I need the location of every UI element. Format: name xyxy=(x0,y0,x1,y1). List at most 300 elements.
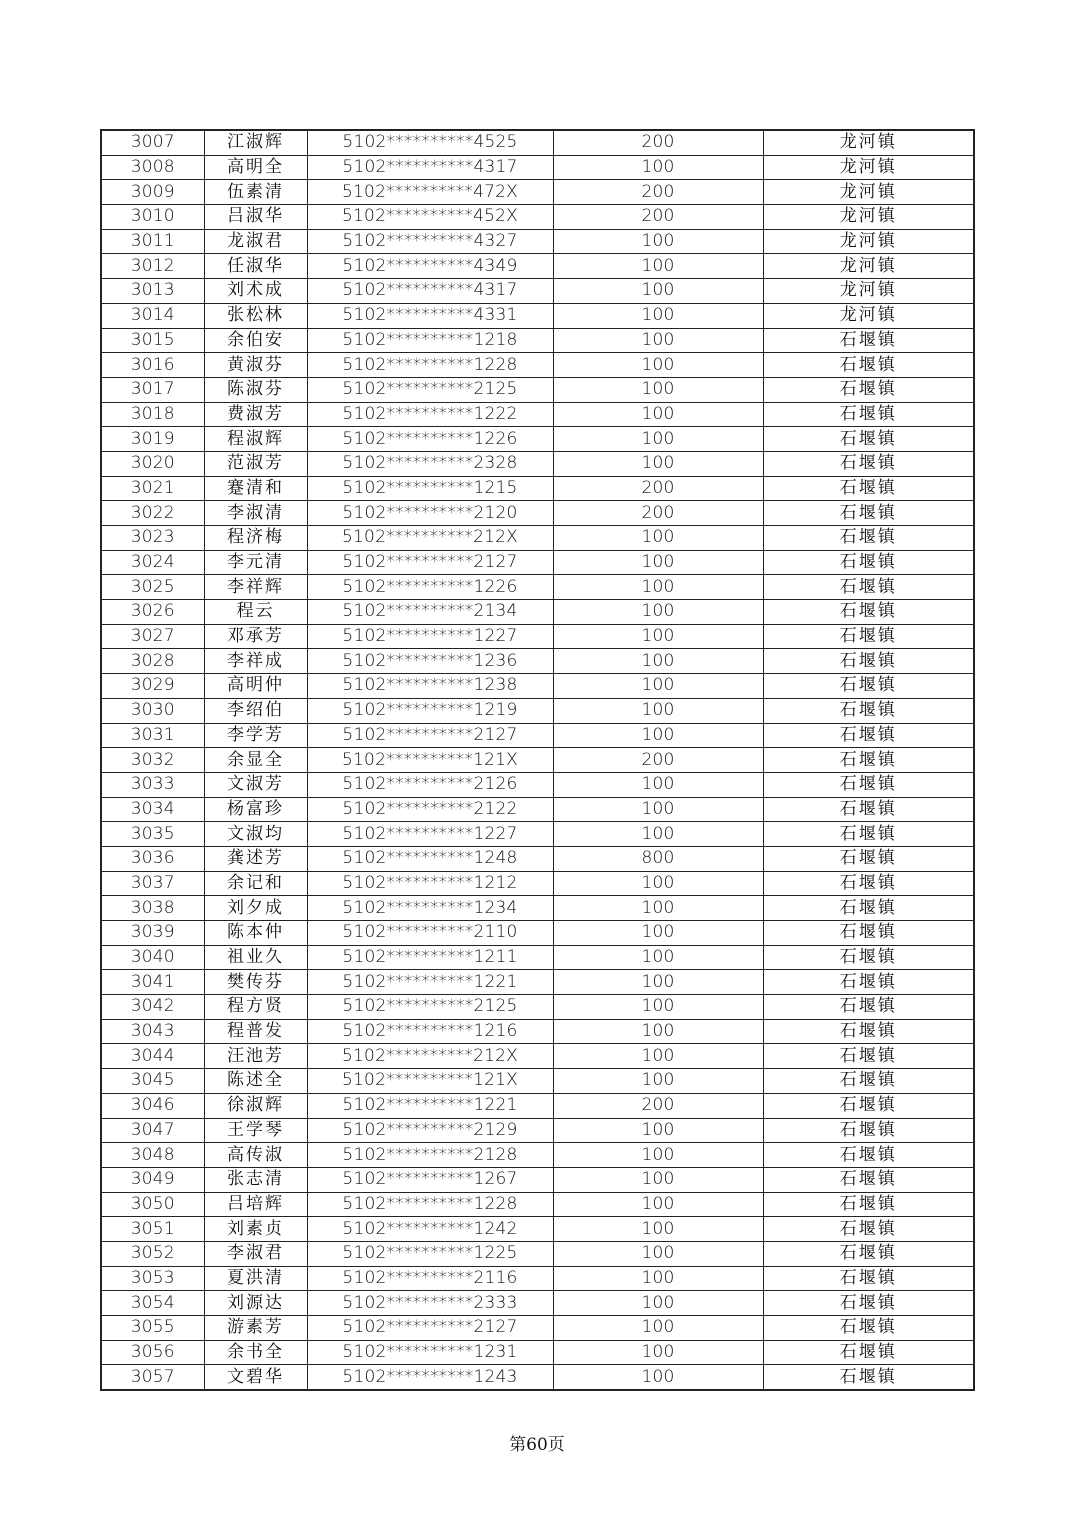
id-number-cell: 5102**********2126 xyxy=(307,772,553,797)
id-number-cell: 5102**********1238 xyxy=(307,674,553,699)
name-cell: 刘夕成 xyxy=(204,896,307,921)
id-number-cell: 5102**********2125 xyxy=(307,995,553,1020)
amount-cell: 100 xyxy=(553,1143,763,1168)
table-row xyxy=(101,698,974,723)
table-row xyxy=(101,254,974,279)
table-row xyxy=(101,1241,974,1266)
town-cell: 石堰镇 xyxy=(763,723,974,748)
amount-cell: 100 xyxy=(553,402,763,427)
id-number-cell: 5102**********2128 xyxy=(307,1143,553,1168)
table-row xyxy=(101,674,974,699)
table-row xyxy=(101,600,974,625)
row-number-cell: 3015 xyxy=(101,328,204,353)
name-cell: 程济梅 xyxy=(204,526,307,551)
id-number-cell: 5102**********1222 xyxy=(307,402,553,427)
town-cell: 石堰镇 xyxy=(763,1316,974,1341)
town-cell: 龙河镇 xyxy=(763,155,974,180)
table-row xyxy=(101,279,974,304)
town-cell: 石堰镇 xyxy=(763,649,974,674)
table-row xyxy=(101,451,974,476)
id-number-cell: 5102**********1236 xyxy=(307,649,553,674)
name-cell: 王学琴 xyxy=(204,1118,307,1143)
amount-cell: 100 xyxy=(553,377,763,402)
town-cell: 石堰镇 xyxy=(763,1340,974,1365)
name-cell: 高传淑 xyxy=(204,1143,307,1168)
page-number: 第60页 xyxy=(509,1435,565,1455)
amount-cell: 800 xyxy=(553,846,763,871)
row-number-cell: 3050 xyxy=(101,1192,204,1217)
id-number-cell: 5102**********2129 xyxy=(307,1118,553,1143)
row-number-cell: 3022 xyxy=(101,501,204,526)
name-cell: 文淑均 xyxy=(204,822,307,847)
name-cell: 高明仲 xyxy=(204,674,307,699)
amount-cell: 100 xyxy=(553,674,763,699)
name-cell: 张志清 xyxy=(204,1167,307,1192)
id-number-cell: 5102**********2127 xyxy=(307,1316,553,1341)
name-cell: 余显全 xyxy=(204,748,307,773)
amount-cell: 100 xyxy=(553,526,763,551)
amount-cell: 100 xyxy=(553,451,763,476)
amount-cell: 100 xyxy=(553,698,763,723)
id-number-cell: 5102**********4525 xyxy=(307,130,553,155)
id-number-cell: 5102**********1227 xyxy=(307,822,553,847)
row-number-cell: 3054 xyxy=(101,1291,204,1316)
id-number-cell: 5102**********1228 xyxy=(307,353,553,378)
amount-cell: 100 xyxy=(553,303,763,328)
town-cell: 石堰镇 xyxy=(763,353,974,378)
row-number-cell: 3043 xyxy=(101,1019,204,1044)
town-cell: 石堰镇 xyxy=(763,896,974,921)
amount-cell: 100 xyxy=(553,871,763,896)
town-cell: 石堰镇 xyxy=(763,698,974,723)
table-row xyxy=(101,501,974,526)
id-number-cell: 5102**********2110 xyxy=(307,921,553,946)
town-cell: 石堰镇 xyxy=(763,427,974,452)
amount-cell: 100 xyxy=(553,229,763,254)
id-number-cell: 5102**********4327 xyxy=(307,229,553,254)
name-cell: 余书全 xyxy=(204,1340,307,1365)
amount-cell: 100 xyxy=(553,1340,763,1365)
town-cell: 石堰镇 xyxy=(763,1167,974,1192)
id-number-cell: 5102**********4317 xyxy=(307,155,553,180)
table-row xyxy=(101,970,974,995)
table-row xyxy=(101,476,974,501)
id-number-cell: 5102**********1215 xyxy=(307,476,553,501)
row-number-cell: 3010 xyxy=(101,205,204,230)
row-number-cell: 3033 xyxy=(101,772,204,797)
name-cell: 陈本仲 xyxy=(204,921,307,946)
id-number-cell: 5102**********2116 xyxy=(307,1266,553,1291)
town-cell: 石堰镇 xyxy=(763,1291,974,1316)
table-row xyxy=(101,1365,974,1390)
row-number-cell: 3021 xyxy=(101,476,204,501)
name-cell: 程普发 xyxy=(204,1019,307,1044)
row-number-cell: 3008 xyxy=(101,155,204,180)
town-cell: 石堰镇 xyxy=(763,476,974,501)
table-row xyxy=(101,427,974,452)
name-cell: 刘素贞 xyxy=(204,1217,307,1242)
table-row xyxy=(101,723,974,748)
town-cell: 石堰镇 xyxy=(763,945,974,970)
table-row xyxy=(101,402,974,427)
id-number-cell: 5102**********1231 xyxy=(307,1340,553,1365)
table-row xyxy=(101,649,974,674)
table-row xyxy=(101,526,974,551)
town-cell: 石堰镇 xyxy=(763,377,974,402)
amount-cell: 100 xyxy=(553,600,763,625)
town-cell: 石堰镇 xyxy=(763,1019,974,1044)
id-number-cell: 5102**********212X xyxy=(307,1044,553,1069)
name-cell: 刘术成 xyxy=(204,279,307,304)
row-number-cell: 3036 xyxy=(101,846,204,871)
town-cell: 石堰镇 xyxy=(763,402,974,427)
name-cell: 范淑芳 xyxy=(204,451,307,476)
row-number-cell: 3025 xyxy=(101,575,204,600)
table-row xyxy=(101,1167,974,1192)
row-number-cell: 3030 xyxy=(101,698,204,723)
town-cell: 龙河镇 xyxy=(763,229,974,254)
table-row xyxy=(101,1291,974,1316)
table-row xyxy=(101,155,974,180)
name-cell: 樊传芬 xyxy=(204,970,307,995)
table-row xyxy=(101,303,974,328)
amount-cell: 100 xyxy=(553,970,763,995)
row-number-cell: 3045 xyxy=(101,1069,204,1094)
row-number-cell: 3047 xyxy=(101,1118,204,1143)
amount-cell: 100 xyxy=(553,797,763,822)
id-number-cell: 5102**********1219 xyxy=(307,698,553,723)
amount-cell: 100 xyxy=(553,1019,763,1044)
id-number-cell: 5102**********2127 xyxy=(307,723,553,748)
id-number-cell: 5102**********1228 xyxy=(307,1192,553,1217)
id-number-cell: 5102**********2127 xyxy=(307,550,553,575)
id-number-cell: 5102**********1234 xyxy=(307,896,553,921)
table-row xyxy=(101,624,974,649)
table-row xyxy=(101,797,974,822)
name-cell: 游素芳 xyxy=(204,1316,307,1341)
roster-body xyxy=(101,130,974,1390)
town-cell: 石堰镇 xyxy=(763,1241,974,1266)
id-number-cell: 5102**********1226 xyxy=(307,427,553,452)
id-number-cell: 5102**********472X xyxy=(307,180,553,205)
table-row xyxy=(101,1118,974,1143)
name-cell: 伍素清 xyxy=(204,180,307,205)
name-cell: 任淑华 xyxy=(204,254,307,279)
town-cell: 石堰镇 xyxy=(763,451,974,476)
amount-cell: 100 xyxy=(553,1241,763,1266)
row-number-cell: 3016 xyxy=(101,353,204,378)
town-cell: 石堰镇 xyxy=(763,1093,974,1118)
amount-cell: 100 xyxy=(553,1291,763,1316)
amount-cell: 100 xyxy=(553,772,763,797)
town-cell: 龙河镇 xyxy=(763,205,974,230)
name-cell: 张松林 xyxy=(204,303,307,328)
town-cell: 石堰镇 xyxy=(763,624,974,649)
id-number-cell: 5102**********1218 xyxy=(307,328,553,353)
id-number-cell: 5102**********1248 xyxy=(307,846,553,871)
row-number-cell: 3038 xyxy=(101,896,204,921)
amount-cell: 100 xyxy=(553,1316,763,1341)
town-cell: 石堰镇 xyxy=(763,748,974,773)
town-cell: 石堰镇 xyxy=(763,501,974,526)
name-cell: 陈淑芬 xyxy=(204,377,307,402)
amount-cell: 100 xyxy=(553,995,763,1020)
row-number-cell: 3017 xyxy=(101,377,204,402)
town-cell: 石堰镇 xyxy=(763,995,974,1020)
id-number-cell: 5102**********1243 xyxy=(307,1365,553,1390)
town-cell: 石堰镇 xyxy=(763,1118,974,1143)
table-row xyxy=(101,822,974,847)
town-cell: 龙河镇 xyxy=(763,279,974,304)
row-number-cell: 3028 xyxy=(101,649,204,674)
name-cell: 黄淑芬 xyxy=(204,353,307,378)
name-cell: 李淑君 xyxy=(204,1241,307,1266)
amount-cell: 100 xyxy=(553,1069,763,1094)
town-cell: 石堰镇 xyxy=(763,921,974,946)
name-cell: 徐淑辉 xyxy=(204,1093,307,1118)
id-number-cell: 5102**********212X xyxy=(307,526,553,551)
row-number-cell: 3048 xyxy=(101,1143,204,1168)
id-number-cell: 5102**********1226 xyxy=(307,575,553,600)
table-row xyxy=(101,772,974,797)
row-number-cell: 3029 xyxy=(101,674,204,699)
table-row xyxy=(101,921,974,946)
row-number-cell: 3007 xyxy=(101,130,204,155)
row-number-cell: 3024 xyxy=(101,550,204,575)
row-number-cell: 3014 xyxy=(101,303,204,328)
row-number-cell: 3056 xyxy=(101,1340,204,1365)
amount-cell: 100 xyxy=(553,649,763,674)
town-cell: 石堰镇 xyxy=(763,1192,974,1217)
name-cell: 龚述芳 xyxy=(204,846,307,871)
table-row xyxy=(101,205,974,230)
amount-cell: 200 xyxy=(553,748,763,773)
row-number-cell: 3046 xyxy=(101,1093,204,1118)
town-cell: 石堰镇 xyxy=(763,1143,974,1168)
town-cell: 石堰镇 xyxy=(763,1365,974,1390)
row-number-cell: 3009 xyxy=(101,180,204,205)
town-cell: 石堰镇 xyxy=(763,822,974,847)
table-row xyxy=(101,550,974,575)
town-cell: 石堰镇 xyxy=(763,550,974,575)
row-number-cell: 3041 xyxy=(101,970,204,995)
table-row xyxy=(101,1143,974,1168)
amount-cell: 200 xyxy=(553,501,763,526)
table-row xyxy=(101,575,974,600)
name-cell: 吕培辉 xyxy=(204,1192,307,1217)
table-row xyxy=(101,1340,974,1365)
row-number-cell: 3012 xyxy=(101,254,204,279)
id-number-cell: 5102**********1211 xyxy=(307,945,553,970)
table-row xyxy=(101,995,974,1020)
row-number-cell: 3042 xyxy=(101,995,204,1020)
name-cell: 李绍伯 xyxy=(204,698,307,723)
name-cell: 李学芳 xyxy=(204,723,307,748)
amount-cell: 100 xyxy=(553,1266,763,1291)
id-number-cell: 5102**********452X xyxy=(307,205,553,230)
id-number-cell: 5102**********1212 xyxy=(307,871,553,896)
row-number-cell: 3023 xyxy=(101,526,204,551)
row-number-cell: 3034 xyxy=(101,797,204,822)
row-number-cell: 3013 xyxy=(101,279,204,304)
amount-cell: 100 xyxy=(553,254,763,279)
name-cell: 吕淑华 xyxy=(204,205,307,230)
id-number-cell: 5102**********2328 xyxy=(307,451,553,476)
amount-cell: 100 xyxy=(553,723,763,748)
name-cell: 李祥辉 xyxy=(204,575,307,600)
name-cell: 程淑辉 xyxy=(204,427,307,452)
amount-cell: 100 xyxy=(553,550,763,575)
table-row xyxy=(101,180,974,205)
town-cell: 石堰镇 xyxy=(763,970,974,995)
town-cell: 石堰镇 xyxy=(763,846,974,871)
row-number-cell: 3039 xyxy=(101,921,204,946)
row-number-cell: 3020 xyxy=(101,451,204,476)
id-number-cell: 5102**********2125 xyxy=(307,377,553,402)
name-cell: 杨富珍 xyxy=(204,797,307,822)
id-number-cell: 5102**********121X xyxy=(307,748,553,773)
table-row xyxy=(101,229,974,254)
town-cell: 龙河镇 xyxy=(763,180,974,205)
table-row xyxy=(101,1217,974,1242)
amount-cell: 100 xyxy=(553,279,763,304)
amount-cell: 200 xyxy=(553,180,763,205)
amount-cell: 100 xyxy=(553,427,763,452)
name-cell: 费淑芳 xyxy=(204,402,307,427)
name-cell: 汪池芳 xyxy=(204,1044,307,1069)
town-cell: 龙河镇 xyxy=(763,254,974,279)
name-cell: 李祥成 xyxy=(204,649,307,674)
table-row xyxy=(101,1266,974,1291)
id-number-cell: 5102**********1221 xyxy=(307,970,553,995)
table-row xyxy=(101,1019,974,1044)
name-cell: 江淑辉 xyxy=(204,130,307,155)
amount-cell: 100 xyxy=(553,575,763,600)
id-number-cell: 5102**********121X xyxy=(307,1069,553,1094)
row-number-cell: 3040 xyxy=(101,945,204,970)
name-cell: 程云 xyxy=(204,600,307,625)
table-row xyxy=(101,130,974,155)
town-cell: 石堰镇 xyxy=(763,1266,974,1291)
amount-cell: 100 xyxy=(553,155,763,180)
table-row xyxy=(101,1069,974,1094)
name-cell: 余伯安 xyxy=(204,328,307,353)
town-cell: 石堰镇 xyxy=(763,871,974,896)
amount-cell: 100 xyxy=(553,921,763,946)
id-number-cell: 5102**********1267 xyxy=(307,1167,553,1192)
id-number-cell: 5102**********2122 xyxy=(307,797,553,822)
table-row xyxy=(101,748,974,773)
town-cell: 石堰镇 xyxy=(763,1044,974,1069)
id-number-cell: 5102**********1242 xyxy=(307,1217,553,1242)
name-cell: 文碧华 xyxy=(204,1365,307,1390)
name-cell: 程方贤 xyxy=(204,995,307,1020)
amount-cell: 100 xyxy=(553,353,763,378)
amount-cell: 100 xyxy=(553,624,763,649)
id-number-cell: 5102**********1216 xyxy=(307,1019,553,1044)
row-number-cell: 3052 xyxy=(101,1241,204,1266)
amount-cell: 100 xyxy=(553,1118,763,1143)
amount-cell: 100 xyxy=(553,822,763,847)
amount-cell: 200 xyxy=(553,205,763,230)
amount-cell: 200 xyxy=(553,1093,763,1118)
amount-cell: 100 xyxy=(553,945,763,970)
name-cell: 龙淑君 xyxy=(204,229,307,254)
amount-cell: 100 xyxy=(553,1044,763,1069)
name-cell: 高明全 xyxy=(204,155,307,180)
table-row xyxy=(101,1316,974,1341)
town-cell: 石堰镇 xyxy=(763,797,974,822)
row-number-cell: 3035 xyxy=(101,822,204,847)
name-cell: 祖业久 xyxy=(204,945,307,970)
amount-cell: 200 xyxy=(553,130,763,155)
roster-table xyxy=(100,129,975,1391)
name-cell: 文淑芳 xyxy=(204,772,307,797)
town-cell: 龙河镇 xyxy=(763,303,974,328)
name-cell: 余记和 xyxy=(204,871,307,896)
row-number-cell: 3018 xyxy=(101,402,204,427)
amount-cell: 100 xyxy=(553,896,763,921)
row-number-cell: 3031 xyxy=(101,723,204,748)
name-cell: 夏洪清 xyxy=(204,1266,307,1291)
amount-cell: 200 xyxy=(553,476,763,501)
id-number-cell: 5102**********1227 xyxy=(307,624,553,649)
name-cell: 刘源达 xyxy=(204,1291,307,1316)
name-cell: 李淑清 xyxy=(204,501,307,526)
row-number-cell: 3027 xyxy=(101,624,204,649)
table-row xyxy=(101,328,974,353)
town-cell: 石堰镇 xyxy=(763,575,974,600)
table-row xyxy=(101,945,974,970)
table-row xyxy=(101,353,974,378)
town-cell: 石堰镇 xyxy=(763,772,974,797)
name-cell: 陈述全 xyxy=(204,1069,307,1094)
table-row xyxy=(101,1044,974,1069)
row-number-cell: 3051 xyxy=(101,1217,204,1242)
town-cell: 石堰镇 xyxy=(763,674,974,699)
table-row xyxy=(101,1093,974,1118)
amount-cell: 100 xyxy=(553,1217,763,1242)
amount-cell: 100 xyxy=(553,1365,763,1390)
id-number-cell: 5102**********2333 xyxy=(307,1291,553,1316)
town-cell: 石堰镇 xyxy=(763,328,974,353)
row-number-cell: 3011 xyxy=(101,229,204,254)
name-cell: 邓承芳 xyxy=(204,624,307,649)
row-number-cell: 3044 xyxy=(101,1044,204,1069)
id-number-cell: 5102**********4317 xyxy=(307,279,553,304)
amount-cell: 100 xyxy=(553,328,763,353)
table-row xyxy=(101,871,974,896)
town-cell: 石堰镇 xyxy=(763,526,974,551)
town-cell: 龙河镇 xyxy=(763,130,974,155)
town-cell: 石堰镇 xyxy=(763,1069,974,1094)
town-cell: 石堰镇 xyxy=(763,600,974,625)
row-number-cell: 3019 xyxy=(101,427,204,452)
id-number-cell: 5102**********1225 xyxy=(307,1241,553,1266)
row-number-cell: 3057 xyxy=(101,1365,204,1390)
table-row xyxy=(101,896,974,921)
name-cell: 李元清 xyxy=(204,550,307,575)
id-number-cell: 5102**********2134 xyxy=(307,600,553,625)
row-number-cell: 3032 xyxy=(101,748,204,773)
id-number-cell: 5102**********1221 xyxy=(307,1093,553,1118)
row-number-cell: 3026 xyxy=(101,600,204,625)
row-number-cell: 3049 xyxy=(101,1167,204,1192)
id-number-cell: 5102**********4331 xyxy=(307,303,553,328)
amount-cell: 100 xyxy=(553,1192,763,1217)
table-row xyxy=(101,846,974,871)
row-number-cell: 3037 xyxy=(101,871,204,896)
